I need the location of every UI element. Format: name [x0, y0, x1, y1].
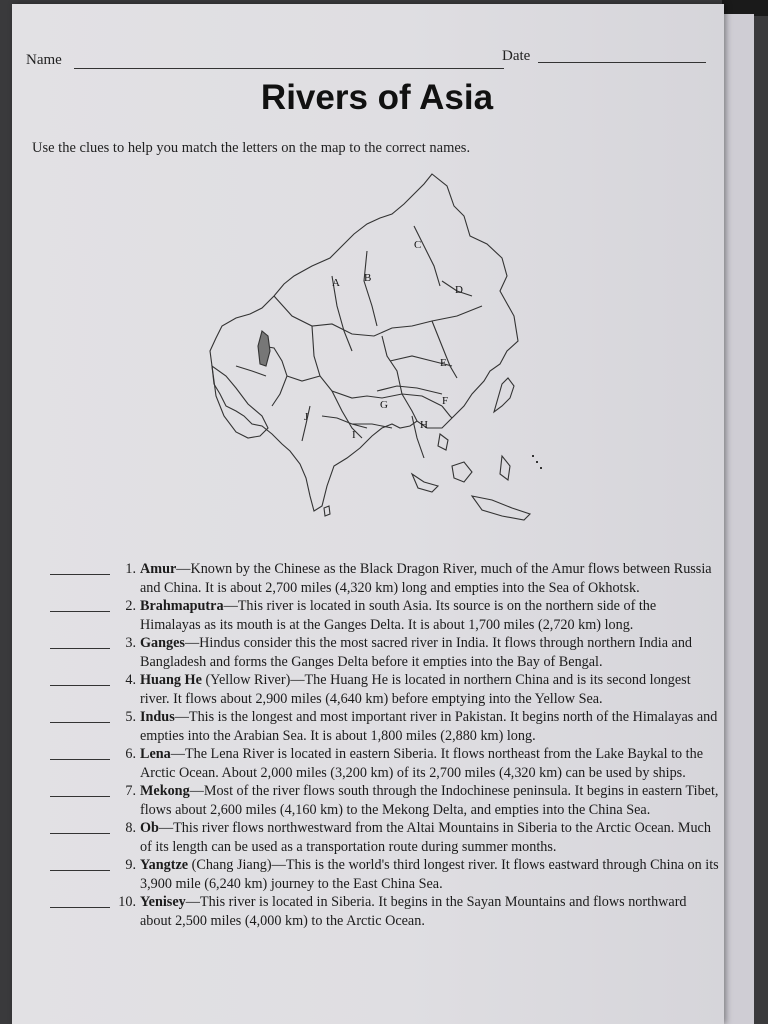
clue-text: —Hindus consider this the most sacred river in India. It flows through northern India and Bangladesh and forms the Ganges Delta before it empties into the Bay of Bengal.	[140, 635, 693, 670]
clue-list	[40, 560, 720, 930]
worksheet-page	[12, 4, 724, 1024]
answer-blank[interactable]	[50, 819, 110, 834]
answer-blank[interactable]	[50, 745, 110, 760]
map-letter-g: G	[380, 399, 388, 411]
clue-number: 9.	[125, 857, 136, 873]
map-letter-j: J	[304, 411, 309, 423]
clue-item	[40, 597, 720, 634]
date-label: Date	[502, 48, 531, 64]
answer-blank[interactable]	[50, 708, 110, 723]
clue-text: —This river is located in Siberia. It begins in the Sayan Mountains and flows northward about 2,500 miles (4,000 km) to the Arctic Ocean.	[140, 894, 687, 929]
map-letter-a: A	[332, 277, 340, 289]
name-label: Name	[26, 52, 62, 68]
answer-blank[interactable]	[50, 671, 110, 686]
asia-map-drawing	[202, 166, 552, 546]
river-name: Mekong	[140, 783, 190, 799]
clue-text: —The Huang He is located in northern China and is its second longest river. It flows about 2,900 miles (4,640 km) before emptying into the Yellow Sea.	[140, 672, 691, 707]
river-alt-name: (Chang Jiang)	[188, 857, 272, 873]
clue-number: 6.	[125, 746, 136, 762]
answer-blank[interactable]	[50, 856, 110, 871]
clue-text: —The Lena River is located in eastern Siberia. It flows northeast from the Lake Baykal to the Arctic Ocean. About 2,000 miles (3,200 km) of its 2,700 miles (4,320 km) can be used by ships.	[140, 746, 704, 781]
answer-blank[interactable]	[50, 597, 110, 612]
clue-number: 10.	[118, 894, 136, 910]
map-letter-b: B	[364, 272, 372, 284]
map-letter-f: F	[442, 395, 449, 407]
answer-blank[interactable]	[50, 560, 110, 575]
clue-item	[40, 782, 720, 819]
clue-text: —This river is located in south Asia. Its source is on the northern side of the Himalayas as its mouth is at the Ganges Delta. It is about 1,700 miles (2,720 km) long.	[140, 598, 657, 633]
clue-item	[40, 560, 720, 597]
date-field[interactable]	[538, 62, 706, 63]
clue-number: 1.	[125, 561, 136, 577]
answer-blank[interactable]	[50, 782, 110, 797]
page-title: Rivers of Asia	[260, 78, 494, 117]
river-name: Yenisey	[140, 894, 186, 910]
clue-item	[40, 745, 720, 782]
clue-number: 8.	[125, 820, 136, 836]
clue-number: 7.	[125, 783, 136, 799]
clue-item	[40, 671, 720, 708]
clue-item	[40, 893, 720, 930]
river-name: Huang He	[140, 672, 202, 688]
adjacent-page	[724, 14, 754, 1024]
answer-blank[interactable]	[50, 893, 110, 908]
name-field[interactable]	[74, 68, 504, 69]
clue-number: 5.	[125, 709, 136, 725]
map-letter-d: D	[455, 284, 463, 296]
river-name: Indus	[140, 709, 175, 725]
asia-outline	[210, 174, 518, 511]
clue-text: —This river flows northwestward from the Altai Mountains in Siberia to the Arctic Ocean. Much of its length can be used as a transportation route during summer months.	[140, 820, 711, 855]
clue-item	[40, 634, 720, 671]
river-name: Lena	[140, 746, 171, 762]
map-letter-e: E	[440, 357, 447, 369]
river-name: Ob	[140, 820, 159, 836]
clue-item	[40, 856, 720, 893]
answer-blank[interactable]	[50, 634, 110, 649]
clue-number: 3.	[125, 635, 136, 651]
map-letter-h: H	[420, 419, 428, 431]
map-letter-i: I	[352, 429, 356, 441]
river-name: Ganges	[140, 635, 185, 651]
clue-item	[40, 819, 720, 856]
clue-number: 4.	[125, 672, 136, 688]
river-name: Amur	[140, 561, 177, 577]
asia-map	[202, 166, 552, 546]
clue-text: —This is the longest and most important river in Pakistan. It begins north of the Himalayas and empties into the Arabian Sea. It is about 1,800 miles (2,880 km) long.	[140, 709, 718, 744]
river-alt-name: (Yellow River)	[201, 672, 291, 688]
clue-text: —Most of the river flows south through the Indochinese peninsula. It begins in eastern Tibet, flows about 2,600 miles (4,160 km) to the Mekong Delta, and empties into the China Sea.	[140, 783, 719, 818]
clue-item	[40, 708, 720, 745]
clue-text: —Known by the Chinese as the Black Dragon River, much of the Amur flows between Russia and China. It is about 2,700 miles (4,320 km) long and empties into the Sea of Okhotsk.	[140, 561, 712, 596]
header-row	[26, 48, 706, 72]
map-letter-c: C	[414, 239, 422, 251]
clue-number: 2.	[125, 598, 136, 614]
instructions: Use the clues to help you match the letters on the map to the correct names.	[32, 140, 471, 156]
river-name: Yangtze	[140, 857, 189, 873]
river-name: Brahmaputra	[140, 598, 224, 614]
clue-text: —This is the world's third longest river. It flows eastward through China on its 3,900 mile (6,240 km) journey to the East China Sea.	[140, 857, 719, 892]
